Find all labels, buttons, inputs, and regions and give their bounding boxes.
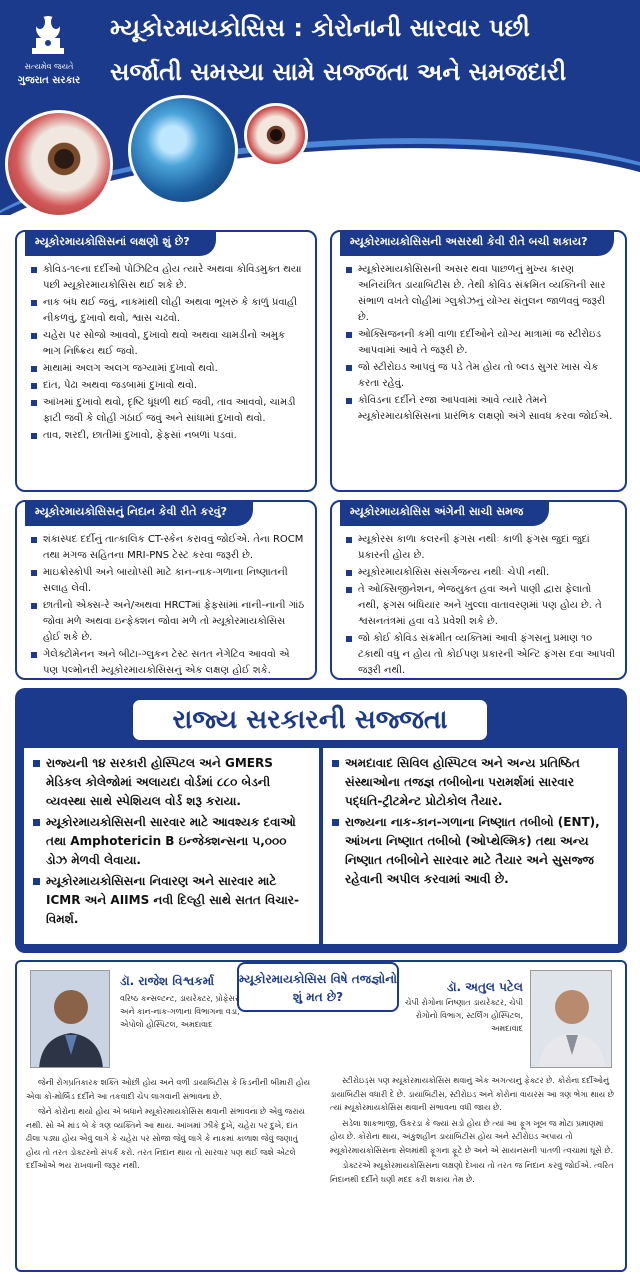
list-item: જો સ્ટીરોઇડ આપવું જ પડે તેમ હોય તો બ્લડ સુગર ખાસ ચેક કરતા રહેવું. bbox=[344, 360, 615, 392]
list-item: રાજ્યની ૧૪ સરકારી હોસ્પિટલ અને GMERS મેડિકલ કોલેજોમાં અલાયદા વોર્ડમાં ૮૮૦ બેડની વ્યવસ્થા સાથે સ્પેશિયલ વોર્ડ શરૂ કરાયા. bbox=[32, 754, 311, 811]
doctor-2-opinion bbox=[330, 1074, 620, 1188]
list-item: દાંત, પેઢા અથવા જડબામાં દુખાવો થવો. bbox=[29, 378, 305, 394]
page-title-line-1: મ્યૂકોરમાયકોસિસ : કોરોનાની સારવાર પછી bbox=[110, 14, 530, 42]
doctor-2-photo bbox=[530, 970, 612, 1068]
symptoms-section bbox=[15, 230, 317, 492]
prevention-list bbox=[344, 262, 615, 425]
symptoms-list bbox=[29, 262, 305, 444]
list-item: ગેલેક્ટોમેનન અને બીટા-ગ્લુકન ટેસ્ટ સતત નેગેટિવ આવવો એ પણ પલ્મોનરી મ્યૂકોરમાયકોસિસનું એક લક્ષણ હોઈ શકે. bbox=[29, 647, 305, 679]
doctor-1-paragraph: જેની રોગપ્રતિકારક શક્તિ ઓછી હોય અને વળી ડાયાબિટીસ કે કિડનીની બીમારી હોય એવા કો-મોર્બિડ દર્દીને આ તકવાદી ચેપ લાગવાની સંભાવના છે. bbox=[26, 1078, 311, 1101]
facts-section bbox=[330, 500, 627, 680]
emblem-motto: સત્યમેવ જયતે bbox=[24, 62, 74, 71]
facts-list bbox=[344, 532, 615, 679]
eye-closeup-image bbox=[244, 103, 308, 167]
national-emblem-icon bbox=[28, 8, 68, 58]
doctor-2-name: ડૉ. અતુલ પટેલ bbox=[446, 980, 523, 994]
list-item: મ્યૂકોરમાયકોસિસની અસર થવા પાછળનું મુખ્ય કારણ અનિયંત્રિત ડાયાબિટીસ છે. તેથી કોવિડ સંક્રમિત વ્યક્તિની સાર સંભાળ વખતે લોહીમાં ગ્લુકોઝનું યોગ્ય સંતુલન જાળવવું જરૂરી છે. bbox=[344, 262, 615, 326]
doctor-1-opinion bbox=[26, 1076, 311, 1175]
doctor-1-name: ડૉ. રાજેશ વિશ્વકર્મા bbox=[120, 974, 215, 988]
prevention-section bbox=[330, 230, 627, 492]
section-title: મ્યૂકોરમાયકોસિસનાં લક્ષણો શું છે? bbox=[25, 230, 216, 256]
emblem-govt-name: ગુજરાત સરકાર bbox=[17, 75, 81, 86]
diagnosis-list bbox=[29, 532, 305, 679]
doctor-1-photo bbox=[30, 970, 110, 1068]
list-item: ઓક્સિજનની કમી વાળા દર્દીઓને યોગ્ય માત્રામાં જ સ્ટીરોઇડ આપવામાં આવે તે જરૂરી છે. bbox=[344, 327, 615, 359]
diagnosis-section bbox=[15, 500, 317, 680]
list-item: મ્યૂકોરમાયકોસિસના નિવારણ અને સારવાર માટે ICMR અને AIIMS નવી દિલ્હી સાથે સતત વિચાર-વિમર્શ. bbox=[32, 872, 311, 929]
list-item: જો કોઈ કોવિડ સંક્રમીત વ્યક્તિમાં આવી ફંગસનું પ્રમાણ ૧૦ ટકાથી વધુ ન હોય તો કોઈપણ પ્રકારની એન્ટિ ફંગસ દવા આપવી જરૂરી નથી. bbox=[344, 631, 615, 679]
microscope-cell-image bbox=[128, 95, 238, 205]
doctor-2-paragraph: ડોક્ટરએ મ્યૂકોરમાયકોસિસના લક્ષણો દેખાય તો તરત જ નિદાન કરવું જોઈએ. ત્વરિત નિદાનથી દર્દીને ઘણી મદદ કરી શકાય તેમ છે. bbox=[330, 1161, 614, 1184]
list-item: આંખમાં દુખાવો થવો, દૃષ્ટિ ધૂંધળી થઈ જવી, તાવ આવવો, ચામડી ફાટી જવી કે લોહી ગંઠાઈ જવું અને સાંધામાં દુખાવો થવો. bbox=[29, 395, 305, 427]
list-item: અમદાવાદ સિવિલ હોસ્પિટલ અને અન્ય પ્રતિષ્ઠિત સંસ્થાઓના તજજ્ઞ તબીબોના પરામર્શમાં સારવાર પદ્ધતિ-ટ્રીટમેન્ટ પ્રોટોકોલ તૈયાર. bbox=[331, 754, 610, 811]
list-item: કોવિડના દર્દીને રજા આપવામાં આવે ત્યારે તેમને મ્યૂકોરમાયકોસિસના પ્રારંભિક લક્ષણો અંગે સાવધ કરવા જોઈએ. bbox=[344, 393, 615, 425]
eye-infection-image bbox=[5, 110, 113, 218]
list-item: મ્યૂકોરમાયકોસિસની સારવાર માટે આવશ્યક દવાઓ તથા Amphotericin B ઇન્જેક્શન્સના ૫,૦૦૦ ડોઝ મેળવી લેવાયા. bbox=[32, 813, 311, 870]
section-title: મ્યૂકોરમાયકોસિસની અસરથી કેવી રીતે બચી શકાય? bbox=[340, 230, 614, 256]
government-section-title: રાજ્ય સરકારની સજ્જતા bbox=[130, 697, 490, 743]
doctor-2-paragraph: સ્ટીરોઇડ્સ પણ મ્યૂકોરમાયકોસિસ થવાનું એક અગત્યનું ફેક્ટર છે. કોરોના દર્દીઓનું ડાયાબિટીસ વધારી દે છે. ડાયાબિટીસ, સ્ટીરોઇડ અને કોરોના વાયરસ આ ત્રણ ભેગા થાય છે ત્યાં મ્યૂકોરમાયકોસિસ થવાની સંભાવના વધી જાય છે. bbox=[330, 1076, 614, 1112]
list-item: નાક બંધ થઈ જવું, નાકમાંથી લોહી અથવા ભૂખરું કે કાળું પ્રવાહી નીકળવું, દુખાવો થવો, શ્વાસ ચઢવો. bbox=[29, 295, 305, 327]
list-item: મ્યૂકોરમાયકોસિસ સંસર્ગજન્ય નથીઃ ચેપી નથી. bbox=[344, 565, 615, 581]
doctor-2-paragraph: સડેલા શાકભાજી, ઉકરડા કે જ્યાં સડો હોય છે ત્યાં આ ફૂગ ખૂબ જ મોટા પ્રમાણમાં હોય છે. કોરોના થાય, અંકુશહીન ડાયાબિટીસ હોય અને સ્ટીરોઇડ અપાય તો મ્યૂકોરમાયકોસિસના સેલમાંથી ફૂગના ફૂટે છે અને એ સાયનસની પાતળી ત્વચામાં ઘૂસે છે. bbox=[330, 1118, 614, 1155]
list-item: મ્યૂકોરસ કાળા કલરની ફંગસ નથીઃ કાળી ફંગસ જુદાં જુદાં પ્રકારની હોય છે. bbox=[344, 532, 615, 564]
list-item: તે ઓક્સિજીનેશન, ભેજયુક્ત હવા અને પાણી દ્વારા ફેલાતો નથી, ફંગસ બંધિયાર અને ખુલ્લા વાતાવરણમાં પણ હોય છે. તે શ્વસનતંત્રમાં હવા વડે પ્રવેશી શકે છે. bbox=[344, 582, 615, 630]
list-item: ચહેરા પર સોજો આવવો, દુખાવો થવો અથવા ચામડીનો અમુક ભાગ નિષ્ક્રિય થઈ જવો. bbox=[29, 328, 305, 360]
experts-section-title: મ્યૂકોરમાયકોસિસ વિષે તજજ્ઞોનો શું મત છે? bbox=[237, 962, 399, 1012]
list-item: શંકાસ્પદ દર્દીનું તાત્કાલિક CT-સ્કેન કરાવવું જોઈએ. તેના ROCM તથા મગજ સહિતના MRI-PNS ટેસ્ટ કરવા જરૂરી છે. bbox=[29, 532, 305, 564]
doctor-1-paragraph: જેને કોરોના થયો હોય એ બધાને મ્યૂકોરમાયકોસિસ થવાની સંભાવના છે એવું જરાય નથી. સો એ માંડ બે કે ત્રણ વ્યક્તિને આ થાય. આંખમાં ઝીંકે દુખે, ચહેરા પર દુખે, દાંત ઢીલા પડ્યા હોય એવું લાગે કે ચહેરા પર સોજા જેવું લાગે કે નાકમાં કાળાશ જેવું જણાતું હોય તો તરત ડોક્ટરનો સંપર્ક કરો. તરત નિદાન થાય તો સારવાર પણ થઈ જશે એટલે દર્દીઓએ ભય રાખવાની જરૂર નથી. bbox=[26, 1107, 305, 1170]
list-item: માઇક્રોસ્કોપી અને બાયોપ્સી માટે કાન-નાક-ગળાના નિષ્ણાતની સલાહ લેવી. bbox=[29, 565, 305, 597]
section-title: મ્યૂકોરમાયકોસિસ અંગેની સાચી સમજ bbox=[340, 500, 549, 526]
government-right-column bbox=[323, 748, 618, 944]
page-title-line-2: સર્જાતી સમસ્યા સામે સજ્જતા અને સમજદારી bbox=[110, 58, 567, 86]
list-item: કોવિડ-૧૯ના દર્દીઓ પોઝિટિવ હોય ત્યારે અથવા કોવિડમુક્ત થયા પછી મ્યૂકોરમાયકોસિસ થઈ શકે છે. bbox=[29, 262, 305, 294]
list-item: માથામાં અલગ અલગ જગ્યામાં દુખાવો થવો. bbox=[29, 361, 305, 377]
government-left-column bbox=[24, 748, 319, 944]
person-silhouette-icon bbox=[531, 971, 612, 1068]
government-right-list bbox=[331, 754, 610, 889]
list-item: રાજ્યના નાક-કાન-ગળાના નિષ્ણાત તબીબો (ENT), આંખના નિષ્ણાત તબીબો (ઓપ્થેલ્મિક) તથા અન્ય નિષ્ણાત તબીબોને સારવાર માટે તૈયાર અને સુસજ્જ રહેવાની અપીલ કરવામાં આવી છે. bbox=[331, 813, 610, 889]
section-title: મ્યૂકોરમાયકોસિસનું નિદાન કેવી રીતે કરવું? bbox=[25, 500, 253, 526]
list-item: છાતીનો એક્સ-રે અને/અથવા HRCTમાં ફેફસાંમાં નાની-નાની ગાંઠ જોવા મળે અથવા ઇન્ફેક્શન જોવા મળે તો મ્યૂકોરમાયકોસિસ હોઈ શકે છે. bbox=[29, 598, 305, 646]
list-item: તાવ, શરદી, છાતીમાં દુખાવો, ફેફસાં નબળાં પડવાં. bbox=[29, 428, 305, 444]
doctor-2-designation: ચેપી રોગોના નિષ્ણાત ડાયરેક્ટર, ચેપી રોગોનો વિભાગ, સ્ટર્લિંગ હોસ્પિટલ, અમદાવાદ bbox=[405, 998, 523, 1033]
doctor-1-designation: વરિષ્ઠ કન્સલ્ટન્ટ, ડાયરેક્ટર, પ્રોફેસર અને કાન-નાક-ગળાના વિભાગના વડા, એપોલો હોસ્પિટલ, અમદાવાદ bbox=[120, 994, 240, 1029]
government-left-list bbox=[32, 754, 311, 929]
person-silhouette-icon bbox=[31, 971, 110, 1068]
